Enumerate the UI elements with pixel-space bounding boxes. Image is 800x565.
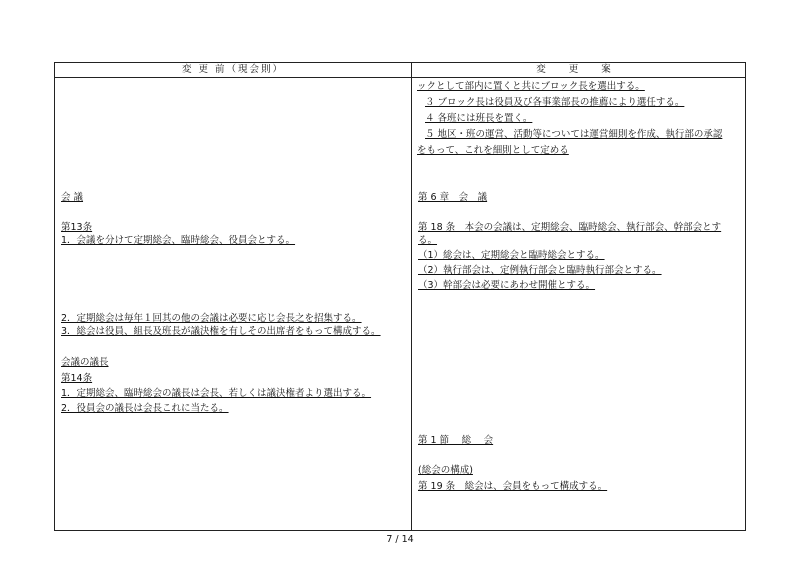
left-article-13: 第13条 (61, 222, 93, 233)
left-article-13-item-1: 1．会議を分けて定期総会、臨時総会、役員会とする。 (61, 235, 296, 246)
right-continued-line-4: ５ 地区・班の運営、活動等については運営細則を作成、執行部の承認 (425, 129, 723, 140)
right-composition-title: (総会の構成) (418, 465, 473, 476)
right-continued-line-3: ４ 各班には班長を置く。 (425, 113, 533, 124)
right-article-18-item-3: （3）幹部会は必要にあわせ開催とする。 (418, 280, 596, 291)
left-chair-title: 会議の議長 (61, 357, 109, 368)
right-continued-line-5: をもって、これを細則として定める (417, 145, 569, 156)
right-section-1-title: 第 1 節 総 会 (418, 435, 494, 446)
right-article-18-item-2: （2）執行部会は、定例執行部会と臨時執行部会とする。 (418, 265, 662, 276)
right-chapter-6-title: 第 6 章 会 議 (418, 192, 488, 203)
right-article-18-line-2: る。 (418, 235, 438, 246)
left-article-13-item-3: 3．総会は役員、組長及班長が議決権を有しその出席者をもって構成する。 (61, 326, 381, 337)
left-article-14-item-2: 2．役員会の議長は会長これに当たる。 (61, 403, 229, 414)
right-article-18-item-1: （1）総会は、定期総会と臨時総会とする。 (418, 250, 605, 261)
header-divider (55, 77, 745, 78)
column-divider (411, 63, 412, 530)
header-after: 変 更 案 (536, 64, 621, 75)
comparison-table (54, 62, 746, 531)
left-article-13-item-2: 2．定期総会は毎年１回其の他の会議は必要に応じ会長之を招集する。 (61, 313, 362, 324)
left-chapter-title: 会 議 (61, 192, 84, 203)
right-continued-line-2: ３ ブロック長は役員及び各事業部長の推薦により選任する。 (425, 97, 685, 108)
right-continued-line-1: ックとして部内に置くと共にブロック長を選出する。 (417, 81, 645, 92)
right-article-19: 第 19 条 総会は、会員をもって構成する。 (418, 481, 608, 492)
left-article-14: 第14条 (61, 373, 93, 384)
right-article-18-line-1: 第 18 条 本会の会議は、定期総会、臨時総会、執行部会、幹部会とす (418, 222, 722, 233)
header-before: 変 更 前（現会則） (181, 64, 285, 75)
left-article-14-item-1: 1．定期総会、臨時総会の議長は会長、若しくは議決権者より選出する。 (61, 388, 372, 399)
page-number: 7 / 14 (386, 534, 414, 545)
